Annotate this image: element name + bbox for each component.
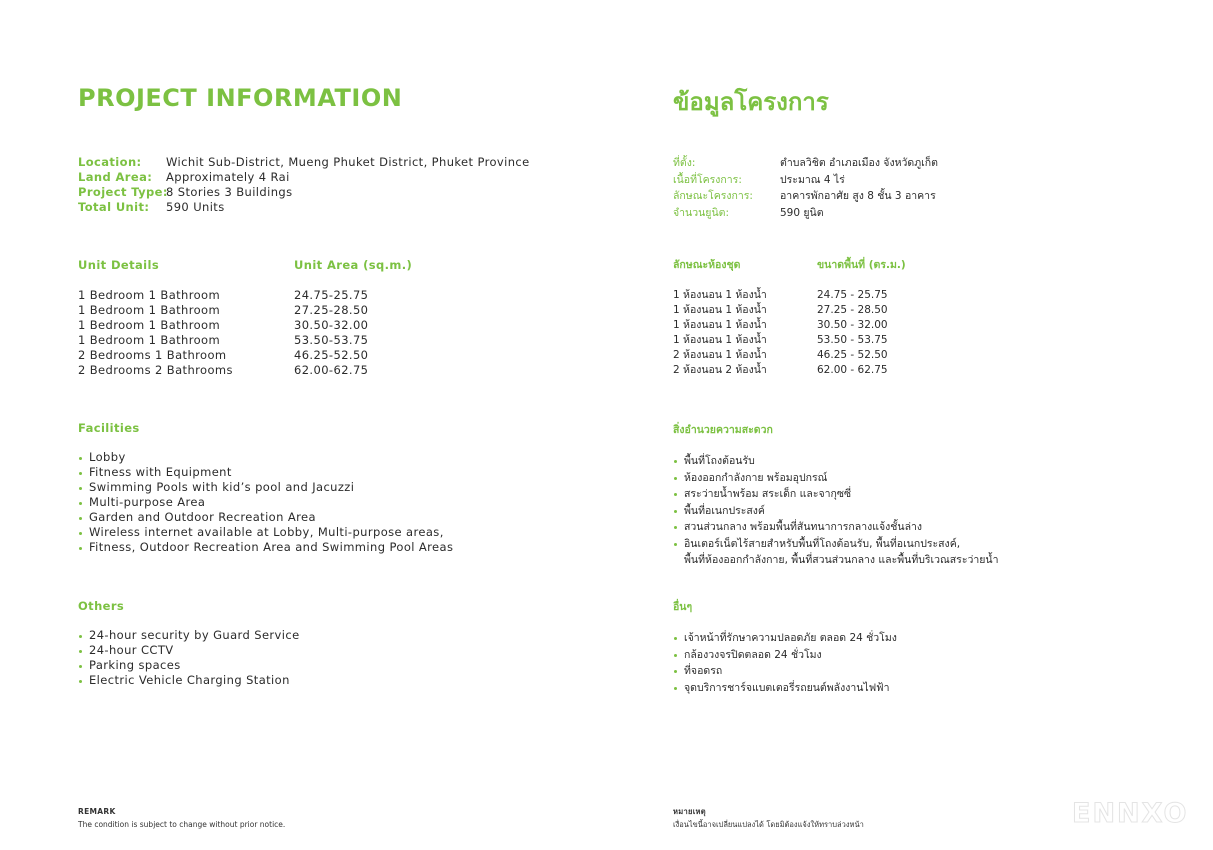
list-item: พื้นที่ห้องออกกำลังกาย, พื้นที่สวนส่วนกลาง และพื้นที่บริเวณสระว่ายน้ำ <box>684 554 999 566</box>
unit-table-header: Unit Details Unit Area (sq.m.) <box>78 258 413 272</box>
info-row-location: ที่ตั้ง: ตำบลวิชิต อำเภอเมือง จังหวัดภูเก็ต <box>673 157 938 169</box>
list-item: Wireless internet available at Lobby, Multi-purpose areas, <box>78 525 453 540</box>
info-row-land-area: เนื้อที่โครงการ: ประมาณ 4 ไร่ <box>673 173 845 186</box>
facilities-heading: สิ่งอำนวยความสะดวก <box>673 424 773 436</box>
list-item: ที่จอดรถ <box>673 663 897 680</box>
page-title-en: PROJECT INFORMATION <box>78 84 403 112</box>
table-row: 1 Bedroom 1 Bathroom 30.50-32.00 <box>78 318 369 332</box>
table-row: 1 ห้องนอน 1 ห้องน้ำ 24.75 - 25.75 <box>673 289 888 301</box>
list-item: อินเตอร์เน็ตไร้สายสำหรับพื้นที่โถงต้อนรับ, พื้นที่อเนกประสงค์, <box>673 536 998 553</box>
remark-text: The condition is subject to change without prior notice. <box>78 820 286 829</box>
list-item: กล้องวงจรปิดตลอด 24 ชั่วโมง <box>673 647 897 664</box>
project-info-th <box>673 155 938 221</box>
table-row: 1 ห้องนอน 1 ห้องน้ำ 53.50 - 53.75 <box>673 334 888 346</box>
list-item: เจ้าหน้าที่รักษาความปลอดภัย ตลอด 24 ชั่วโมง <box>673 630 897 647</box>
others-heading: Others <box>78 599 125 613</box>
list-item: สวนส่วนกลาง พร้อมพื้นที่สันทนาการกลางแจ้งชั้นล่าง <box>673 519 998 536</box>
table-row: 1 Bedroom 1 Bathroom 27.25-28.50 <box>78 303 369 317</box>
table-row: 2 Bedrooms 1 Bathroom 46.25-52.50 <box>78 348 369 362</box>
unit-table-th <box>673 258 906 378</box>
table-row: 2 ห้องนอน 1 ห้องน้ำ 46.25 - 52.50 <box>673 349 888 361</box>
unit-table-en <box>78 258 412 378</box>
list-item: 24-hour CCTV <box>78 643 300 658</box>
table-row: 1 ห้องนอน 1 ห้องน้ำ 30.50 - 32.00 <box>673 319 888 331</box>
table-row: 2 ห้องนอน 2 ห้องน้ำ 62.00 - 62.75 <box>673 364 888 376</box>
list-item: พื้นที่โถงต้อนรับ <box>673 453 998 470</box>
facilities-heading: Facilities <box>78 421 140 435</box>
brand-logo: ENNXO <box>1072 798 1189 829</box>
remark-heading: REMARK <box>78 807 116 816</box>
list-item: จุดบริการชาร์จแบตเตอรี่รถยนต์พลังงานไฟฟ้า <box>673 680 897 697</box>
table-row: 1 Bedroom 1 Bathroom 24.75-25.75 <box>78 288 369 302</box>
list-item: สระว่ายน้ำพร้อม สระเด็ก และจากุซซี่ <box>673 486 998 503</box>
list-item: Swimming Pools with kid’s pool and Jacuzzi <box>78 480 453 495</box>
table-row: 2 Bedrooms 2 Bathrooms 62.00-62.75 <box>78 363 369 377</box>
list-item: 24-hour security by Guard Service <box>78 628 300 643</box>
facilities-section-en <box>78 421 453 555</box>
facilities-section-th <box>673 421 998 569</box>
remark-text: เงื่อนไขนี้อาจเปลี่ยนแปลงได้ โดยมิต้องแจ้งให้ทราบล่วงหน้า <box>673 820 864 829</box>
list-item: ห้องออกกำลังกาย พร้อมอุปกรณ์ <box>673 470 998 487</box>
list-item: Electric Vehicle Charging Station <box>78 673 300 688</box>
remark-heading: หมายเหตุ <box>673 807 706 816</box>
list-item: Lobby <box>78 450 453 465</box>
list-item: พื้นที่อเนกประสงค์ <box>673 503 998 520</box>
info-row-total-unit: Total Unit: 590 Units <box>78 200 225 214</box>
list-item: Fitness, Outdoor Recreation Area and Swimming Pool Areas <box>78 540 453 555</box>
table-row: 1 Bedroom 1 Bathroom 53.50-53.75 <box>78 333 369 347</box>
info-row-location: Location: Wichit Sub-District, Mueng Phuket District, Phuket Province <box>78 155 530 169</box>
unit-table-header: ลักษณะห้องชุด ขนาดพื้นที่ (ตร.ม.) <box>673 259 906 271</box>
list-item: Multi-purpose Area <box>78 495 453 510</box>
others-section-th <box>673 598 897 696</box>
info-row-project-type: ลักษณะโครงการ: อาคารพักอาศัย สูง 8 ชั้น 3 อาคาร <box>673 190 936 202</box>
info-row-project-type: Project Type: 8 Stories 3 Buildings <box>78 185 293 199</box>
remark-en <box>78 805 285 831</box>
remark-th <box>673 805 864 831</box>
others-section-en <box>78 599 300 688</box>
info-row-land-area: Land Area: Approximately 4 Rai <box>78 170 290 184</box>
project-info-en <box>78 155 530 215</box>
info-row-total-unit: จำนวนยูนิต: 590 ยูนิต <box>673 206 824 219</box>
list-item: Parking spaces <box>78 658 300 673</box>
list-item: Fitness with Equipment <box>78 465 453 480</box>
others-heading: อื่นๆ <box>673 601 693 613</box>
table-row: 1 ห้องนอน 1 ห้องน้ำ 27.25 - 28.50 <box>673 304 888 316</box>
list-item: Garden and Outdoor Recreation Area <box>78 510 453 525</box>
page-title-th: ข้อมูลโครงการ <box>673 88 829 116</box>
